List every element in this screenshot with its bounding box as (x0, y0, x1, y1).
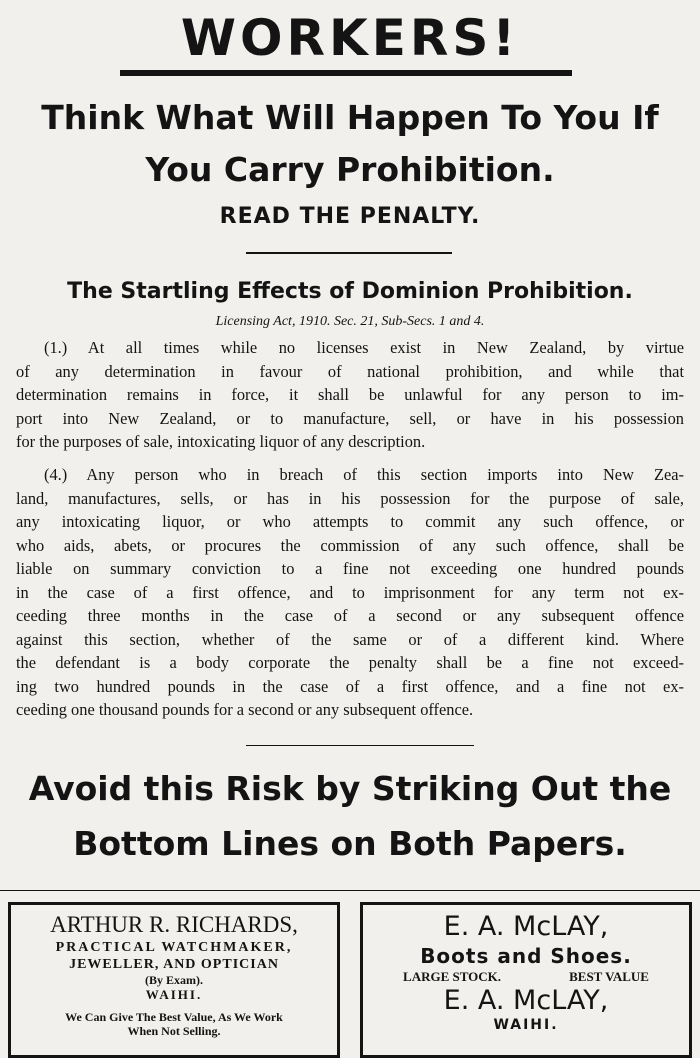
advertiser-trade: PRACTICAL WATCHMAKER, (55, 940, 293, 955)
paragraph-subsection-1 (16, 336, 684, 454)
act-citation: Licensing Act, 1910. Sec. 21, Sub-Secs. 1 and 4. (215, 314, 485, 329)
advertiser-trade: Boots and Shoes. (420, 944, 632, 968)
advertiser-name: ARTHUR R. RICHARDS, (50, 912, 298, 937)
advertiser-town: WAIHI. (493, 1017, 559, 1033)
divider-rule-1 (246, 252, 452, 254)
paragraph-line: ing two hundred pounds in the case of a first offence, and a fine not ex- (16, 676, 684, 696)
paragraph-line: of any determination in favour of national prohibition, and while that (16, 361, 684, 381)
paragraph-line: ceeding one thousand pounds for a second or any subsequent offence. (16, 700, 474, 719)
advertisement-richards (8, 902, 340, 1058)
avoid-line-2: Bottom Lines on Both Papers. (73, 824, 627, 863)
paragraph-line: (1.) At all times while no licenses exist in New Zealand, by virtue (44, 338, 684, 357)
paragraph-line: the defendant is a body corporate the penalty shall be a fine not exceed- (16, 653, 684, 672)
advertiser-town: WAIHI. (145, 987, 203, 1002)
advertiser-trade-2: JEWELLER, AND OPTICIAN (69, 957, 279, 972)
section-title: The Startling Effects of Dominion Prohibition. (67, 279, 633, 304)
paragraph-line: land, manufactures, sells, or has in his possession for the purpose of sale, (16, 488, 684, 508)
paragraph-line: determination remains in force, it shall be unlawful for any person to im- (16, 385, 684, 404)
advertiser-slogan: We Can Give The Best Value, As We Work (65, 1010, 283, 1024)
paragraph-line: for the purposes of sale, intoxicating liquor of any description. (16, 432, 426, 451)
subhead-line-2: You Carry Prohibition. (145, 150, 555, 189)
paragraph-line: (4.) Any person who in breach of this section imports into New Zea- (44, 465, 684, 484)
advertiser-name-repeat: E. A. McLAY, (443, 985, 609, 1016)
paragraph-line: any intoxicating liquor, or who attempts to commit any such offence, or (16, 512, 684, 531)
headline: WORKERS! (180, 9, 520, 67)
paragraph-line: who aids, abets, or procures the commission of any such offence, shall be (16, 535, 684, 555)
paragraph-subsection-4 (16, 463, 684, 722)
advertisement-mclay (360, 902, 692, 1058)
paragraph-line: liable on summary conviction to a fine not exceeding one hundred pounds (16, 559, 684, 578)
divider-rule-3 (0, 890, 700, 891)
paragraph-line: port into New Zealand, or to manufacture, sell, or have in his possession (16, 408, 684, 428)
headline-rule (120, 70, 572, 76)
advertiser-tagline-row (363, 970, 689, 983)
paragraph-line: against this section, whether of the same or of a different kind. Where (16, 629, 684, 649)
subhead-line-1: Think What Will Happen To You If (41, 98, 659, 137)
paragraph-line: ceeding three months in the case of a second or any subsequent offence (16, 606, 684, 625)
advertiser-name: E. A. McLAY, (443, 911, 609, 942)
advertiser-qualification: (By Exam). (145, 973, 203, 987)
subhead-read-penalty: READ THE PENALTY. (219, 204, 481, 229)
avoid-line-1: Avoid this Risk by Striking Out the (28, 769, 672, 808)
large-stock-label: LARGE STOCK. (403, 969, 502, 984)
best-value-label: BEST VALUE (569, 969, 649, 984)
advertiser-slogan-2: When Not Selling. (127, 1024, 221, 1038)
paragraph-line: in the case of a first offence, and to imprisonment for any term not ex- (16, 582, 684, 602)
divider-rule-2 (246, 745, 474, 746)
